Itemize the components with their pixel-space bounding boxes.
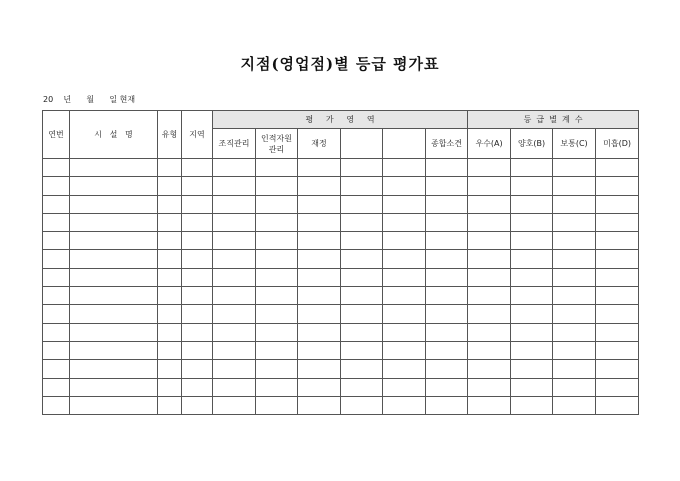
table-cell[interactable] [553,378,596,396]
table-cell[interactable] [213,360,256,378]
table-cell[interactable] [341,177,383,195]
table-cell[interactable] [468,159,511,177]
table-cell[interactable] [298,250,341,268]
table-cell[interactable] [256,341,298,359]
table-cell[interactable] [426,396,468,414]
table-cell[interactable] [553,287,596,305]
table-cell[interactable] [182,159,213,177]
table-cell[interactable] [43,250,70,268]
table-cell[interactable] [511,378,553,396]
table-cell[interactable] [213,287,256,305]
table-cell[interactable] [596,268,639,286]
table-cell[interactable] [553,396,596,414]
table-cell[interactable] [298,287,341,305]
table-cell[interactable] [383,195,426,213]
table-cell[interactable] [426,287,468,305]
table-cell[interactable] [553,305,596,323]
header-serial: 연번 [43,111,70,159]
table-cell[interactable] [341,305,383,323]
table-cell[interactable] [511,341,553,359]
table-cell[interactable] [426,360,468,378]
table-cell[interactable] [298,360,341,378]
table-cell[interactable] [298,323,341,341]
table-cell[interactable] [426,195,468,213]
table-cell[interactable] [468,378,511,396]
header-facility: 시 설 명 [70,111,158,159]
table-cell[interactable] [511,305,553,323]
table-cell[interactable] [43,177,70,195]
subheader-eval-5: 종합소견 [426,129,468,159]
table-cell[interactable] [256,177,298,195]
table-cell[interactable] [511,195,553,213]
table-row [43,268,639,286]
table-row [43,177,639,195]
table-cell[interactable] [43,360,70,378]
table-cell[interactable] [256,213,298,231]
table-cell[interactable] [213,232,256,250]
table-cell[interactable] [426,341,468,359]
table-cell[interactable] [70,195,158,213]
table-cell[interactable] [468,287,511,305]
table-cell[interactable] [468,195,511,213]
table-cell[interactable] [256,378,298,396]
table-cell[interactable] [468,323,511,341]
table-cell[interactable] [182,177,213,195]
table-cell[interactable] [298,268,341,286]
table-cell[interactable] [182,305,213,323]
table-cell[interactable] [256,159,298,177]
table-cell[interactable] [383,360,426,378]
table-cell[interactable] [341,213,383,231]
table-cell[interactable] [468,305,511,323]
table-cell[interactable] [43,268,70,286]
date-day-suffix: 일 현재 [109,95,136,104]
table-cell[interactable] [383,213,426,231]
table-cell[interactable] [158,360,182,378]
table-cell[interactable] [553,360,596,378]
table-cell[interactable] [596,323,639,341]
table-cell[interactable] [256,396,298,414]
table-cell[interactable] [158,213,182,231]
table-cell[interactable] [596,177,639,195]
date-prefix: 20 [43,95,54,104]
table-cell[interactable] [383,396,426,414]
subheader-grade-2: 보통(C) [553,129,596,159]
table-row [43,360,639,378]
table-cell[interactable] [596,305,639,323]
table-cell[interactable] [158,287,182,305]
table-cell[interactable] [553,232,596,250]
table-row [43,232,639,250]
table-cell[interactable] [468,213,511,231]
table-cell[interactable] [182,250,213,268]
subheader-eval-0: 조직관리 [213,129,256,159]
table-cell[interactable] [213,341,256,359]
table-cell[interactable] [468,396,511,414]
table-cell[interactable] [298,159,341,177]
table-cell[interactable] [158,341,182,359]
table-cell[interactable] [341,287,383,305]
table-cell[interactable] [341,396,383,414]
date-year: 년 [63,95,72,104]
table-cell[interactable] [511,232,553,250]
table-cell[interactable] [341,250,383,268]
subheader-eval-3 [341,129,383,159]
table-cell[interactable] [341,323,383,341]
table-cell[interactable] [158,159,182,177]
table-cell[interactable] [596,287,639,305]
table-cell[interactable] [182,287,213,305]
table-cell[interactable] [213,213,256,231]
table-cell[interactable] [596,341,639,359]
table-cell[interactable] [596,396,639,414]
table-cell[interactable] [553,213,596,231]
table-cell[interactable] [596,378,639,396]
table-cell[interactable] [158,250,182,268]
table-cell[interactable] [426,268,468,286]
table-cell[interactable] [468,177,511,195]
table-cell[interactable] [383,323,426,341]
table-cell[interactable] [213,177,256,195]
table-cell[interactable] [341,195,383,213]
header-type: 유형 [158,111,182,159]
table-cell[interactable] [213,378,256,396]
table-cell[interactable] [70,323,158,341]
table-cell[interactable] [553,177,596,195]
table-cell[interactable] [511,213,553,231]
table-cell[interactable] [256,232,298,250]
table-cell[interactable] [158,268,182,286]
table-cell[interactable] [426,378,468,396]
table-cell[interactable] [182,360,213,378]
header-eval-area: 평 가 영 역 [213,111,468,129]
table-cell[interactable] [596,232,639,250]
table-cell[interactable] [43,287,70,305]
table-cell[interactable] [213,268,256,286]
table-cell[interactable] [383,305,426,323]
table-cell[interactable] [213,323,256,341]
table-cell[interactable] [298,341,341,359]
table-row [43,287,639,305]
table-cell[interactable] [43,232,70,250]
subheader-eval-4 [383,129,426,159]
table-cell[interactable] [182,323,213,341]
document-title: 지점(영업점)별 등급 평가표 [240,55,440,73]
table-cell[interactable] [426,305,468,323]
table-cell[interactable] [553,341,596,359]
date-line [43,94,135,105]
table-cell[interactable] [256,195,298,213]
table-cell[interactable] [70,232,158,250]
table-cell[interactable] [383,177,426,195]
table-cell[interactable] [426,213,468,231]
table-cell[interactable] [70,341,158,359]
table-cell[interactable] [256,250,298,268]
table-cell[interactable] [596,213,639,231]
table-row [43,341,639,359]
table-cell[interactable] [256,305,298,323]
table-cell[interactable] [158,232,182,250]
table-cell[interactable] [511,360,553,378]
table-cell[interactable] [341,378,383,396]
table-cell[interactable] [468,341,511,359]
subheader-eval-1: 인적자원 관리 [256,129,298,159]
table-cell[interactable] [298,305,341,323]
table-cell[interactable] [468,250,511,268]
table-cell[interactable] [511,250,553,268]
table-cell[interactable] [341,341,383,359]
table-cell[interactable] [511,159,553,177]
table-row [43,213,639,231]
table-cell[interactable] [213,396,256,414]
table-row [43,250,639,268]
table-cell[interactable] [256,287,298,305]
date-month: 월 [86,95,95,104]
table-cell[interactable] [182,232,213,250]
subheader-grade-0: 우수(A) [468,129,511,159]
table-cell[interactable] [213,195,256,213]
table-cell[interactable] [70,287,158,305]
table-cell[interactable] [158,396,182,414]
table-cell[interactable] [70,268,158,286]
table-cell[interactable] [70,396,158,414]
table-cell[interactable] [596,360,639,378]
table-cell[interactable] [468,268,511,286]
table-cell[interactable] [256,360,298,378]
table-cell[interactable] [298,232,341,250]
table-cell[interactable] [383,378,426,396]
table-cell[interactable] [511,268,553,286]
table-cell[interactable] [511,177,553,195]
table-cell[interactable] [158,378,182,396]
table-row [43,378,639,396]
table-cell[interactable] [553,159,596,177]
table-cell[interactable] [298,177,341,195]
table-cell[interactable] [70,177,158,195]
table-cell[interactable] [468,360,511,378]
table-cell[interactable] [43,378,70,396]
table-cell[interactable] [298,213,341,231]
table-cell[interactable] [43,195,70,213]
table-cell[interactable] [70,360,158,378]
table-cell[interactable] [426,250,468,268]
table-row [43,396,639,414]
table-cell[interactable] [182,341,213,359]
table-cell[interactable] [511,287,553,305]
subheader-eval-2: 재정 [298,129,341,159]
table-cell[interactable] [43,396,70,414]
table-cell[interactable] [298,195,341,213]
table-cell[interactable] [383,232,426,250]
table-cell[interactable] [70,378,158,396]
table-cell[interactable] [596,159,639,177]
table-row [43,159,639,177]
table-row [43,195,639,213]
table-cell[interactable] [511,396,553,414]
table-cell[interactable] [383,268,426,286]
table-cell[interactable] [182,195,213,213]
table-cell[interactable] [553,250,596,268]
table-cell[interactable] [70,250,158,268]
table-cell[interactable] [553,323,596,341]
table-cell[interactable] [182,268,213,286]
table-cell[interactable] [158,305,182,323]
table-row [43,305,639,323]
header-grade-count: 등 급 별 계 수 [468,111,639,129]
table-cell[interactable] [213,159,256,177]
table-cell[interactable] [43,305,70,323]
table-cell[interactable] [213,250,256,268]
table-cell[interactable] [341,232,383,250]
table-cell[interactable] [426,232,468,250]
table-body [43,159,639,415]
table-cell[interactable] [182,378,213,396]
table-cell[interactable] [383,159,426,177]
table-cell[interactable] [70,305,158,323]
table-cell[interactable] [70,159,158,177]
table-cell[interactable] [341,268,383,286]
subheader-grade-3: 미흡(D) [596,129,639,159]
table-cell[interactable] [43,341,70,359]
table-cell[interactable] [182,396,213,414]
table-cell[interactable] [158,195,182,213]
table-cell[interactable] [553,195,596,213]
table-cell[interactable] [256,323,298,341]
table-cell[interactable] [596,195,639,213]
table-cell[interactable] [341,159,383,177]
table-cell[interactable] [468,232,511,250]
evaluation-table [42,110,639,415]
table-cell[interactable] [158,177,182,195]
table-cell[interactable] [553,268,596,286]
table-cell[interactable] [426,159,468,177]
table-row [43,323,639,341]
table-cell[interactable] [70,213,158,231]
table-cell[interactable] [511,323,553,341]
table-cell[interactable] [213,305,256,323]
subheader-grade-1: 양호(B) [511,129,553,159]
table-cell[interactable] [298,396,341,414]
table-cell[interactable] [256,268,298,286]
table-cell[interactable] [43,159,70,177]
table-cell[interactable] [383,341,426,359]
table-cell[interactable] [341,360,383,378]
table-cell[interactable] [298,378,341,396]
table-cell[interactable] [383,250,426,268]
header-region: 지역 [182,111,213,159]
table-cell[interactable] [426,177,468,195]
table-cell[interactable] [43,323,70,341]
table-cell[interactable] [596,250,639,268]
table-cell[interactable] [426,323,468,341]
table-cell[interactable] [43,213,70,231]
table-cell[interactable] [182,213,213,231]
table-cell[interactable] [383,287,426,305]
table-cell[interactable] [158,323,182,341]
